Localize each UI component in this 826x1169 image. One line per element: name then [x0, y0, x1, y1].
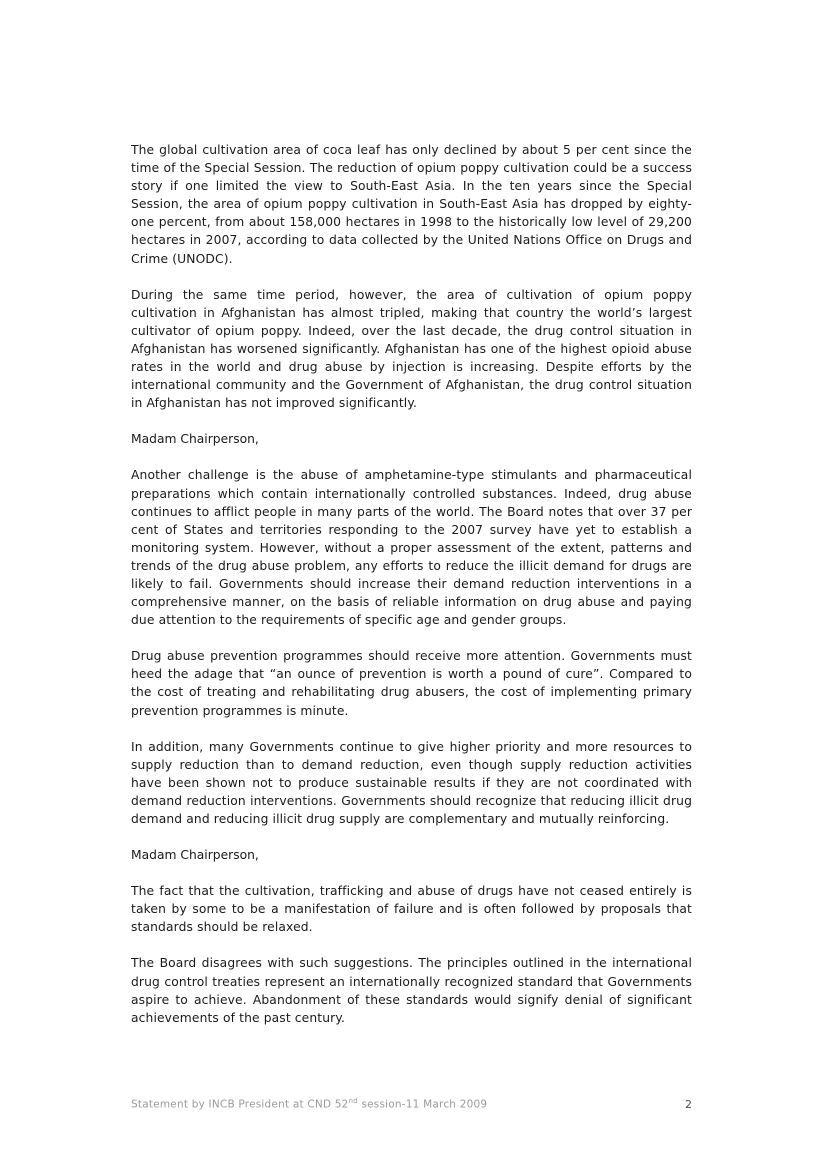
body-paragraph: During the same time period, however, the area of cultivation of opium poppy cultivation in Afghanistan has almost tripled, making that country the world’s largest cultivator of opium poppy. Indeed, over the last decade, the drug control situation in Afghanistan has worsened significantly. Afghanistan has one of the highest opioid abuse rates in the world and drug abuse by injection is increasing. Despite efforts by the international community and the Government of Afghanistan, the drug control situation in Afghanistan has not improved significantly. [131, 287, 692, 411]
body-paragraph: The fact that the cultivation, trafficking and abuse of drugs have not ceased entirely is taken by some to be a manifestation of failure and is often followed by proposals that standards should be relaxed. [131, 884, 692, 935]
footer-ordinal-suffix: nd [348, 1097, 358, 1105]
document-body [131, 141, 692, 1027]
page-footer [131, 1097, 692, 1111]
body-paragraph: Another challenge is the abuse of amphetamine-type stimulants and pharmaceutical preparations which contain internationally controlled substances. Indeed, drug abuse continues to afflict people in many parts of the world. The Board notes that over 37 per cent of States and territories responding to the 2007 survey have yet to establish a monitoring system. However, without a proper assessment of the extent, patterns and trends of the drug abuse problem, any efforts to reduce the illicit demand for drugs are likely to fail. Governments should increase their demand reduction interventions in a comprehensive manner, on the basis of reliable information on drug abuse and paying due attention to the requirements of specific age and gender groups. [131, 468, 692, 628]
footer-caption-tail: session-11 March 2009 [357, 1098, 488, 1111]
salutation: Madam Chairperson, [131, 432, 259, 447]
body-paragraph: Drug abuse prevention programmes should receive more attention. Governments must heed the adage that “an ounce of prevention is worth a pound of cure”. Compared to the cost of treating and rehabilitating drug abusers, the cost of implementing primary prevention programmes is minute. [131, 649, 692, 718]
footer-caption [131, 1097, 487, 1111]
footer-caption-text: Statement by INCB President at CND 52 [131, 1098, 349, 1111]
body-paragraph: The global cultivation area of coca leaf has only declined by about 5 per cent since the time of the Special Session. The reduction of opium poppy cultivation could be a success story if one limited the view to South-East Asia. In the ten years since the Special Session, the area of opium poppy cultivation in South-East Asia has dropped by eighty-one percent, from about 158,000 hectares in 1998 to the historically low level of 29,200 hectares in 2007, according to data collected by the United Nations Office on Drugs and Crime (UNODC). [131, 143, 692, 266]
body-paragraph: The Board disagrees with such suggestions. The principles outlined in the international drug control treaties represent an internationally recognized standard that Governments aspire to achieve. Abandonment of these standards would signify denial of significant achievements of the past century. [131, 956, 692, 1025]
salutation: Madam Chairperson, [131, 848, 259, 863]
body-paragraph: In addition, many Governments continue to give higher priority and more resources to supply reduction than to demand reduction, even though supply reduction activities have been shown not to produce sustainable results if they are not coordinated with demand reduction interventions. Governments should recognize that reducing illicit drug demand and reducing illicit drug supply are complementary and mutually reinforcing. [131, 739, 692, 826]
page-number: 2 [685, 1097, 692, 1111]
